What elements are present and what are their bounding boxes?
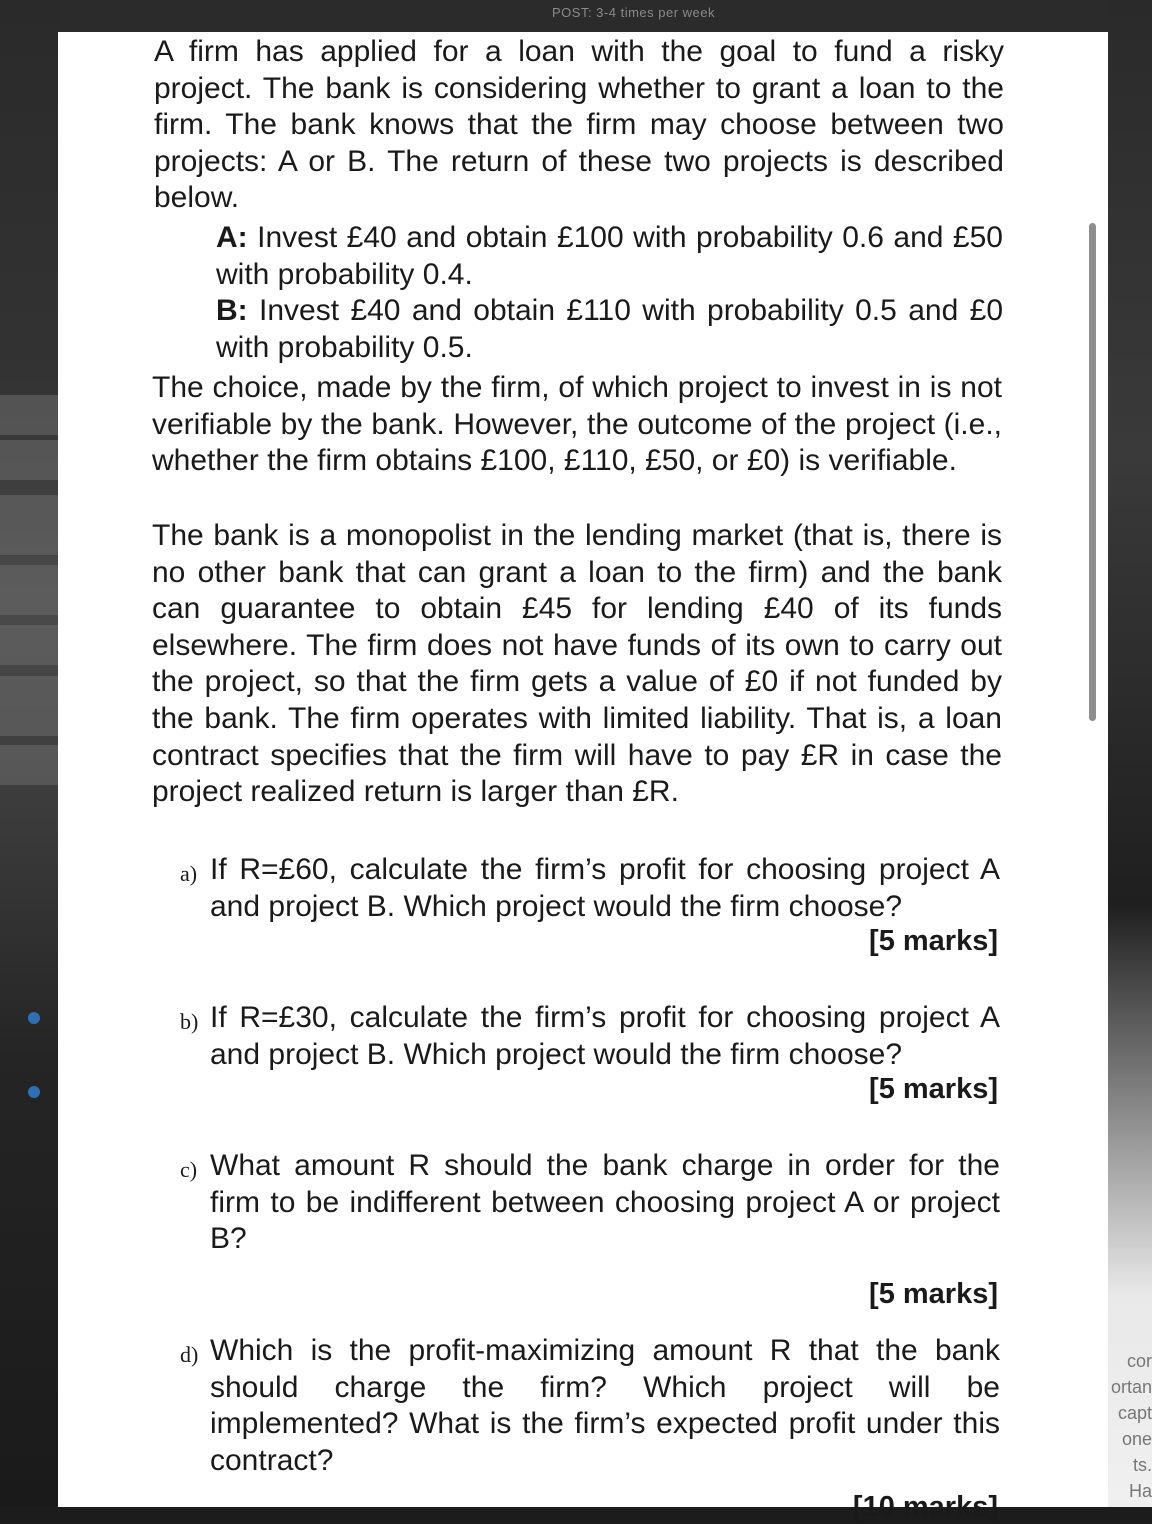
problem-intro: A firm has applied for a loan with the goal to fund a risky project. The bank is considering whether to grant a loan to the firm. The bank knows that the firm may choose between two projects: A or B. The return of these two projects is described below.	[154, 35, 1004, 215]
background-word: cor	[1126, 1351, 1152, 1371]
background-scrap	[0, 395, 58, 435]
question-letter: c)	[180, 1157, 198, 1182]
question-marks: [5 marks]	[869, 1073, 998, 1106]
question-b	[180, 1000, 1000, 1106]
project-a-text: Invest £40 and obtain £100 with probability 0.6 and £50 with probability 0.4.	[216, 221, 1003, 291]
question-text: Which is the profit-maximizing amount R that the bank should charge the firm? Which project will be implemented? What is the firm’s expected profit under this contract?	[210, 1334, 1000, 1477]
project-list	[216, 220, 1003, 366]
background-scrap	[0, 440, 58, 480]
background-scrap	[0, 625, 58, 665]
background-scrap	[0, 676, 58, 736]
question-letter: b)	[180, 1009, 199, 1034]
market-paragraph: The bank is a monopolist in the lending market (that is, there is no other bank that can grant a loan to the firm) and the bank can guarantee to obtain £45 for lending £40 of its funds elsewhere. The firm does not have funds of its own to carry out the project, so that the firm gets a value of £0 if not funded by the bank. The firm operates with limited liability. That is, a loan contract specifies that the firm will have to pay £R in case the project realized return is larger than £R.	[152, 519, 1002, 809]
question-marks: [10 marks]	[852, 1491, 998, 1524]
background-scrap	[0, 565, 58, 615]
vertical-scrollbar[interactable]	[1089, 223, 1096, 721]
background-right-words	[1106, 1348, 1152, 1504]
question-d	[180, 1333, 1000, 1524]
background-right-panel	[1106, 0, 1152, 1507]
question-letter: a)	[180, 861, 198, 886]
question-text: If R=£60, calculate the firm’s profit for choosing project A and project B. Which project would the firm choose?	[210, 853, 1000, 923]
question-marks: [5 marks]	[869, 1277, 998, 1310]
question-c	[180, 1148, 1000, 1311]
question-letter: d)	[180, 1342, 199, 1367]
question-a	[180, 852, 1000, 958]
project-a-label: A:	[216, 221, 248, 254]
background-blue-dot	[28, 1012, 40, 1024]
question-text: What amount R should the bank charge in order for the firm to be indifferent between choosing project A or project B?	[210, 1149, 1000, 1256]
verifiability-paragraph: The choice, made by the firm, of which project to invest in is not verifiable by the bank. However, the outcome of the project (i.e., whether the firm obtains £100, £110, £50, or £0) is verifiable.	[152, 371, 1002, 478]
background-scrap	[0, 745, 58, 785]
background-blue-dot	[28, 1086, 40, 1098]
background-word: ortan	[1110, 1377, 1152, 1397]
background-word: capt	[1117, 1403, 1152, 1423]
project-a	[216, 220, 1003, 293]
background-word: Ha	[1128, 1481, 1152, 1501]
question-marks: [5 marks]	[869, 925, 998, 958]
project-b-text: Invest £40 and obtain £110 with probability 0.5 and £0 with probability 0.5.	[216, 294, 1003, 364]
background-word: ts.	[1132, 1455, 1152, 1475]
background-scrap	[0, 495, 58, 555]
question-text: If R=£30, calculate the firm’s profit for choosing project A and project B. Which project would the firm choose?	[210, 1001, 1000, 1071]
project-b	[216, 293, 1003, 366]
background-top-text: POST: 3-4 times per week	[552, 5, 715, 20]
background-word: one	[1121, 1429, 1152, 1449]
background-top-strip	[58, 0, 1108, 32]
project-b-label: B:	[216, 294, 248, 328]
background-left-panel	[0, 0, 58, 1507]
